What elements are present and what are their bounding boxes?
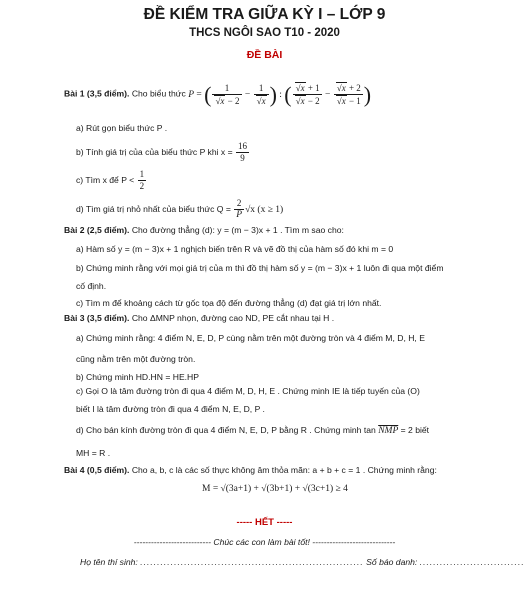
bai3-label: Bài 3 (3,5 điểm). xyxy=(64,313,130,323)
bai2-b-line2: cố định. xyxy=(76,281,107,291)
school-name: THCS NGÔI SAO T10 - 2020 xyxy=(189,27,340,39)
bai3-c-line1: c) Gọi O là tâm đường tròn đi qua 4 điểm M, D, H, E . Chứng minh IE là tiếp tuyến của (O) xyxy=(76,386,420,396)
bai4-label: Bài 4 (0,5 điểm). xyxy=(64,465,130,475)
sbd-dots: ............................... xyxy=(419,557,525,567)
bai1-a: a) Rút gọn biểu thức P . xyxy=(76,123,168,133)
bai4-intro: Bài 4 (0,5 điểm). Cho a, b, c là các số thực không âm thỏa mãn: a + b + c = 1 . Chứng minh rằng: xyxy=(64,465,437,475)
sbd-label: Số báo danh: xyxy=(363,557,420,567)
bai3-c-line2: biết I là tâm đường tròn đi qua 4 điểm N, E, D, P . xyxy=(76,404,265,414)
exam-title: ĐỀ KIỂM TRA GIỮA KỲ I – LỚP 9 xyxy=(143,6,386,23)
bai3-d-line2: MH = R . xyxy=(76,448,111,458)
bai4-formula: M = √(3a+1) + √(3b+1) + √(3c+1) ≥ 4 xyxy=(202,484,348,494)
bai3-a-line2: cũng nằm trên một đường tròn. xyxy=(76,354,196,364)
section-heading: ĐỀ BÀI xyxy=(246,49,283,61)
bai2-b-line1: b) Chứng minh rằng với mọi giá trị của m thì đồ thị hàm số y = (m − 3)x + 1 luôn đi qua một điểm xyxy=(76,263,444,273)
bai1-intro: Bài 1 (3,5 điểm). Cho biểu thức P = ( $\frac{1}{√x - 2}$ − $\frac{1}{√x}$ ) : ( $\frac{√x + 1}{√x - 2}$ − $\frac{√x + 2}{√x - 1}$ ) xyxy=(64,81,372,107)
bai1-b: b) Tính giá trị của của biểu thức P khi x = $\frac{16}{9}$ xyxy=(76,141,248,163)
bai1-label: Bài 1 (3,5 điểm). xyxy=(64,88,130,99)
name-label: Họ tên thí sinh: xyxy=(80,557,141,567)
bai3-intro: Bài 3 (3,5 điểm). Cho ΔMNP nhọn, đường cao ND, PE cắt nhau tại H . xyxy=(64,313,335,323)
bai2-intro: Bài 2 (2,5 điểm). Cho đường thẳng (d): y = (m − 3)x + 1 . Tìm m sao cho: xyxy=(64,225,344,235)
name-dots: .................................................................. xyxy=(140,557,364,567)
good-luck-line: --------------------------- Chúc các con làm bài tốt! ----------------------------- xyxy=(133,537,396,547)
bai3-d: d) Cho bán kính đường tròn đi qua 4 điểm N, E, D, P bằng R . Chứng minh $\tan \overline{NMP} = 2$ biết xyxy=(76,425,430,436)
bai1-d: d) Tìm giá trị nhỏ nhất của biểu thức Q = $\frac{2}{P}$ √x (x ≥ 1) xyxy=(76,198,284,220)
angle-nmp: $\overline{NMP}$ xyxy=(378,426,399,436)
end-marker: ----- HẾT ----- xyxy=(236,517,293,528)
bai2-c: c) Tìm m để khoảng cách từ gốc tọa độ đến đường thẳng (d) đạt giá trị lớn nhất. xyxy=(76,298,382,308)
bai3-b: b) Chứng minh HD.HN = HE.HP xyxy=(76,372,199,382)
bai3-a-line1: a) Chứng minh rằng: 4 điểm N, E, D, P cùng nằm trên một đường tròn và 4 điểm M, D, H, E xyxy=(76,333,425,343)
bai2-label: Bài 2 (2,5 điểm). xyxy=(64,225,130,235)
bai2-a: a) Hàm số y = (m − 3)x + 1 nghịch biến trên R và vẽ đồ thị của hàm số đó khi m = 0 xyxy=(76,244,394,254)
candidate-info xyxy=(80,557,525,567)
bai1-c: c) Tìm x để P < $\frac{1}{2}$ xyxy=(76,169,145,191)
bai1-formula: P = ( $\frac{1}{√x - 2}$ − $\frac{1}{√x}$ ) : ( $\frac{√x + 1}{√x - 2}$ − $\frac{√x + 2}{√x - 1}$ ) xyxy=(188,81,372,107)
